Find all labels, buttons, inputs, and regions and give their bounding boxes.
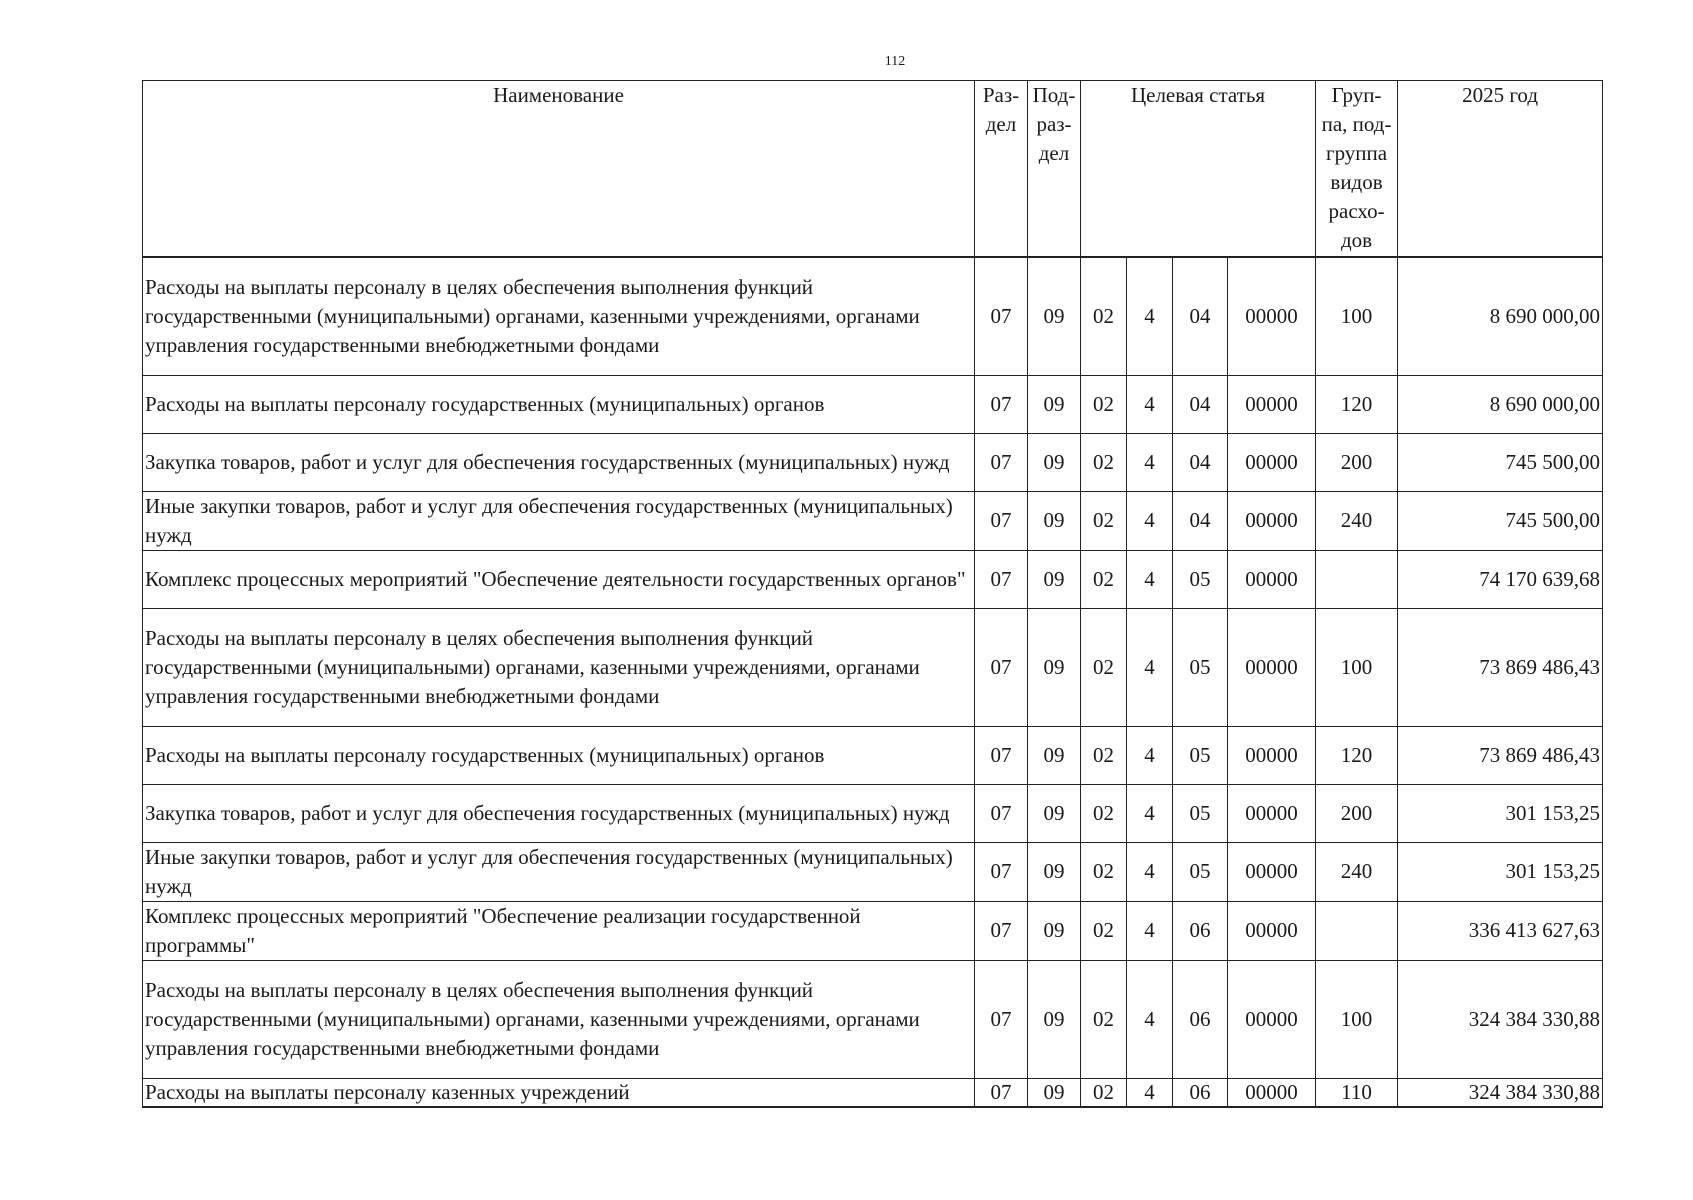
row-target-type: 4: [1127, 433, 1173, 491]
row-amount: 73 869 486,43: [1398, 608, 1603, 726]
table-row: [143, 960, 1603, 1078]
table-body: [143, 257, 1603, 1107]
row-target-direction: 00000: [1228, 960, 1316, 1078]
row-target-complex: 05: [1173, 784, 1228, 842]
row-target-direction: 00000: [1228, 608, 1316, 726]
row-subsection: 09: [1028, 1078, 1081, 1107]
row-target-direction: 00000: [1228, 375, 1316, 433]
row-amount: 301 153,25: [1398, 784, 1603, 842]
table-row: [143, 550, 1603, 608]
row-target-direction: 00000: [1228, 257, 1316, 376]
row-group: 100: [1316, 257, 1398, 376]
row-target-type: 4: [1127, 901, 1173, 960]
row-target-complex: 04: [1173, 491, 1228, 550]
row-target-program: 02: [1081, 491, 1127, 550]
row-amount: 8 690 000,00: [1398, 375, 1603, 433]
row-target-complex: 06: [1173, 901, 1228, 960]
row-target-direction: 00000: [1228, 1078, 1316, 1107]
row-target-program: 02: [1081, 608, 1127, 726]
row-target-type: 4: [1127, 257, 1173, 376]
row-target-program: 02: [1081, 550, 1127, 608]
row-section: 07: [975, 491, 1028, 550]
row-group: 110: [1316, 1078, 1398, 1107]
row-subsection: 09: [1028, 842, 1081, 901]
row-name: Расходы на выплаты персоналу казенных учреждений: [143, 1078, 975, 1107]
table-row: [143, 726, 1603, 784]
row-target-program: 02: [1081, 433, 1127, 491]
row-amount: 324 384 330,88: [1398, 1078, 1603, 1107]
row-name: Комплекс процессных мероприятий "Обеспечение деятельности государственных органов": [143, 550, 975, 608]
row-subsection: 09: [1028, 433, 1081, 491]
row-target-program: 02: [1081, 726, 1127, 784]
row-section: 07: [975, 726, 1028, 784]
row-target-type: 4: [1127, 1078, 1173, 1107]
row-name: Закупка товаров, работ и услуг для обеспечения государственных (муниципальных) нужд: [143, 433, 975, 491]
row-amount: 73 869 486,43: [1398, 726, 1603, 784]
table-row: [143, 375, 1603, 433]
header-name: Наименование: [143, 81, 975, 257]
row-target-program: 02: [1081, 960, 1127, 1078]
row-subsection: 09: [1028, 491, 1081, 550]
row-target-complex: 05: [1173, 842, 1228, 901]
row-subsection: 09: [1028, 726, 1081, 784]
table-row: [143, 1078, 1603, 1107]
header-subsection-text: Под- раз- дел: [1032, 83, 1076, 165]
row-name: Расходы на выплаты персоналу государственных (муниципальных) органов: [143, 726, 975, 784]
row-amount: 74 170 639,68: [1398, 550, 1603, 608]
table-row: [143, 491, 1603, 550]
row-name: Иные закупки товаров, работ и услуг для обеспечения государственных (муниципальных) нужд: [143, 842, 975, 901]
row-section: 07: [975, 375, 1028, 433]
row-group: 100: [1316, 960, 1398, 1078]
row-target-complex: 04: [1173, 375, 1228, 433]
row-amount: 745 500,00: [1398, 433, 1603, 491]
row-target-complex: 05: [1173, 726, 1228, 784]
row-target-direction: 00000: [1228, 784, 1316, 842]
row-section: 07: [975, 842, 1028, 901]
row-name: Расходы на выплаты персоналу в целях обеспечения выполнения функций государственными (муниципальными) органами, казенными учреждениями, органами управления государственными внебюджетными фондами: [143, 960, 975, 1078]
row-target-complex: 04: [1173, 257, 1228, 376]
header-section: [975, 81, 1028, 257]
row-target-program: 02: [1081, 842, 1127, 901]
header-group-text: Груп- па, под- группа видов расхо- дов: [1321, 83, 1392, 252]
row-section: 07: [975, 433, 1028, 491]
row-target-complex: 05: [1173, 550, 1228, 608]
row-name: Расходы на выплаты персоналу в целях обеспечения выполнения функций государственными (муниципальными) органами, казенными учреждениями, органами управления государственными внебюджетными фондами: [143, 608, 975, 726]
table-row: [143, 257, 1603, 376]
header-group: [1316, 81, 1398, 257]
header-subsection: [1028, 81, 1081, 257]
row-target-type: 4: [1127, 842, 1173, 901]
budget-table: [142, 80, 1603, 1108]
row-target-program: 02: [1081, 901, 1127, 960]
row-target-complex: 06: [1173, 1078, 1228, 1107]
row-target-complex: 06: [1173, 960, 1228, 1078]
row-subsection: 09: [1028, 375, 1081, 433]
row-section: 07: [975, 901, 1028, 960]
row-section: 07: [975, 550, 1028, 608]
row-target-direction: 00000: [1228, 842, 1316, 901]
row-target-complex: 05: [1173, 608, 1228, 726]
row-group: 240: [1316, 842, 1398, 901]
row-section: 07: [975, 784, 1028, 842]
row-group: 120: [1316, 375, 1398, 433]
table-row: [143, 433, 1603, 491]
row-target-program: 02: [1081, 257, 1127, 376]
row-target-type: 4: [1127, 550, 1173, 608]
row-target-type: 4: [1127, 726, 1173, 784]
row-target-direction: 00000: [1228, 726, 1316, 784]
row-name: Иные закупки товаров, работ и услуг для обеспечения государственных (муниципальных) нужд: [143, 491, 975, 550]
row-target-complex: 04: [1173, 433, 1228, 491]
row-target-direction: 00000: [1228, 550, 1316, 608]
row-target-direction: 00000: [1228, 901, 1316, 960]
row-name: Расходы на выплаты персоналу государственных (муниципальных) органов: [143, 375, 975, 433]
row-section: 07: [975, 960, 1028, 1078]
row-amount: 324 384 330,88: [1398, 960, 1603, 1078]
row-group: 120: [1316, 726, 1398, 784]
row-target-program: 02: [1081, 1078, 1127, 1107]
table-row: [143, 608, 1603, 726]
row-group: 200: [1316, 784, 1398, 842]
row-target-type: 4: [1127, 784, 1173, 842]
page-number: 112: [884, 54, 906, 69]
row-name: Комплекс процессных мероприятий "Обеспечение реализации государственной программы": [143, 901, 975, 960]
row-target-program: 02: [1081, 784, 1127, 842]
header-year: 2025 год: [1398, 81, 1603, 257]
row-group: 240: [1316, 491, 1398, 550]
row-group: [1316, 550, 1398, 608]
row-target-program: 02: [1081, 375, 1127, 433]
row-amount: 336 413 627,63: [1398, 901, 1603, 960]
header-target: Целевая статья: [1081, 81, 1316, 257]
row-subsection: 09: [1028, 257, 1081, 376]
row-target-type: 4: [1127, 491, 1173, 550]
row-target-direction: 00000: [1228, 433, 1316, 491]
row-subsection: 09: [1028, 608, 1081, 726]
row-target-type: 4: [1127, 375, 1173, 433]
table-row: [143, 784, 1603, 842]
table-header: [143, 81, 1603, 257]
row-section: 07: [975, 608, 1028, 726]
row-section: 07: [975, 1078, 1028, 1107]
row-target-type: 4: [1127, 608, 1173, 726]
row-subsection: 09: [1028, 901, 1081, 960]
row-subsection: 09: [1028, 550, 1081, 608]
row-target-type: 4: [1127, 960, 1173, 1078]
row-group: 200: [1316, 433, 1398, 491]
row-subsection: 09: [1028, 784, 1081, 842]
row-target-direction: 00000: [1228, 491, 1316, 550]
row-subsection: 09: [1028, 960, 1081, 1078]
table-row: [143, 901, 1603, 960]
row-name: Закупка товаров, работ и услуг для обеспечения государственных (муниципальных) нужд: [143, 784, 975, 842]
row-section: 07: [975, 257, 1028, 376]
row-name: Расходы на выплаты персоналу в целях обеспечения выполнения функций государственными (муниципальными) органами, казенными учреждениями, органами управления государственными внебюджетными фондами: [143, 257, 975, 376]
header-section-text: Раз- дел: [982, 83, 1020, 136]
row-amount: 301 153,25: [1398, 842, 1603, 901]
row-group: 100: [1316, 608, 1398, 726]
row-amount: 8 690 000,00: [1398, 257, 1603, 376]
row-group: [1316, 901, 1398, 960]
table-row: [143, 842, 1603, 901]
row-amount: 745 500,00: [1398, 491, 1603, 550]
